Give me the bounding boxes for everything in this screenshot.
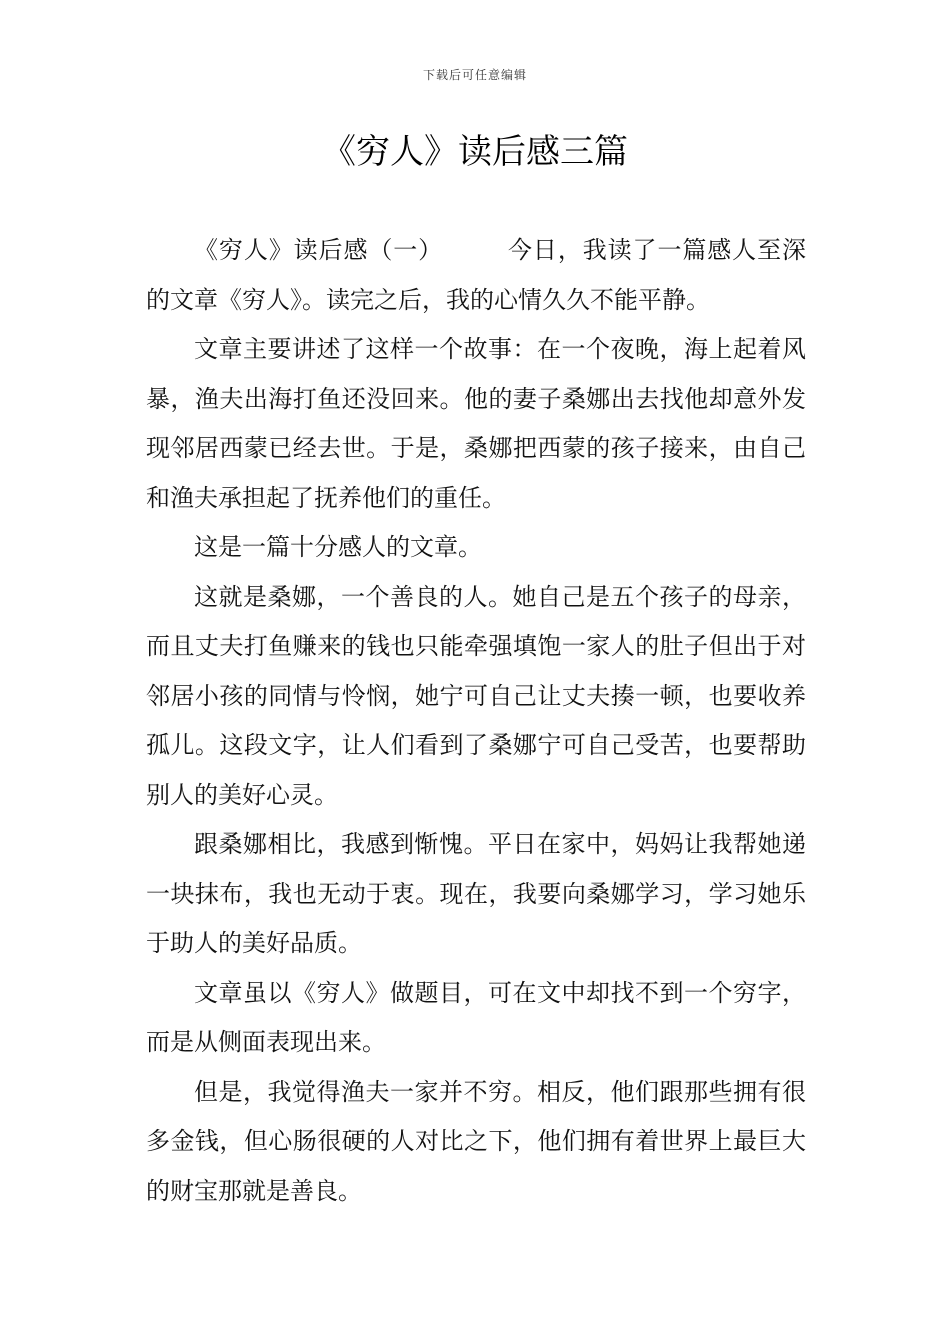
document-body — [146, 226, 806, 1216]
intro-text: 今日，我读了一篇感人至深的文章《穷人》。读完之后，我的心情久久不能平静。 — [146, 236, 807, 314]
paragraph-conclusion: 但是，我觉得渔夫一家并不穷。相反，他们跟那些拥有很多金钱，但心肠很硬的人对比之下，他们拥有着世界上最巨大的财宝那就是善良。 — [146, 1077, 806, 1205]
paragraph-intro — [146, 226, 806, 325]
document-title: 《穷人》读后感三篇 — [322, 132, 628, 172]
paragraph-reflection: 跟桑娜相比，我感到惭愧。平日在家中，妈妈让我帮她递一块抹布，我也无动于衷。现在，我要向桑娜学习，学习她乐于助人的美好品质。 — [146, 830, 806, 957]
section-heading: 《穷人》读后感（一） — [194, 236, 444, 264]
header-note: 下载后可任意编辑 — [422, 68, 527, 82]
paragraph-sangna: 这就是桑娜，一个善良的人。她自己是五个孩子的母亲，而且丈夫打鱼赚来的钱也只能牵强填饱一家人的肚子但出于对邻居小孩的同情与怜悯，她宁可自己让丈夫揍一顿，也要收养孤儿。这段文字，让人们看到了桑娜宁可自己受苦，也要帮助别人的美好心灵。 — [146, 582, 806, 809]
paragraph-touching: 这是一篇十分感人的文章。 — [194, 533, 482, 561]
paragraph-story: 文章主要讲述了这样一个故事：在一个夜晚，海上起着风暴，渔夫出海打鱼还没回来。他的妻子桑娜出去找他却意外发现邻居西蒙已经去世。于是，桑娜把西蒙的孩子接来，由自己和渔夫承担起了抚养他们的重任。 — [146, 335, 806, 512]
paragraph-title-note: 文章虽以《穷人》做题目，可在文中却找不到一个穷字，而是从侧面表现出来。 — [146, 978, 806, 1056]
